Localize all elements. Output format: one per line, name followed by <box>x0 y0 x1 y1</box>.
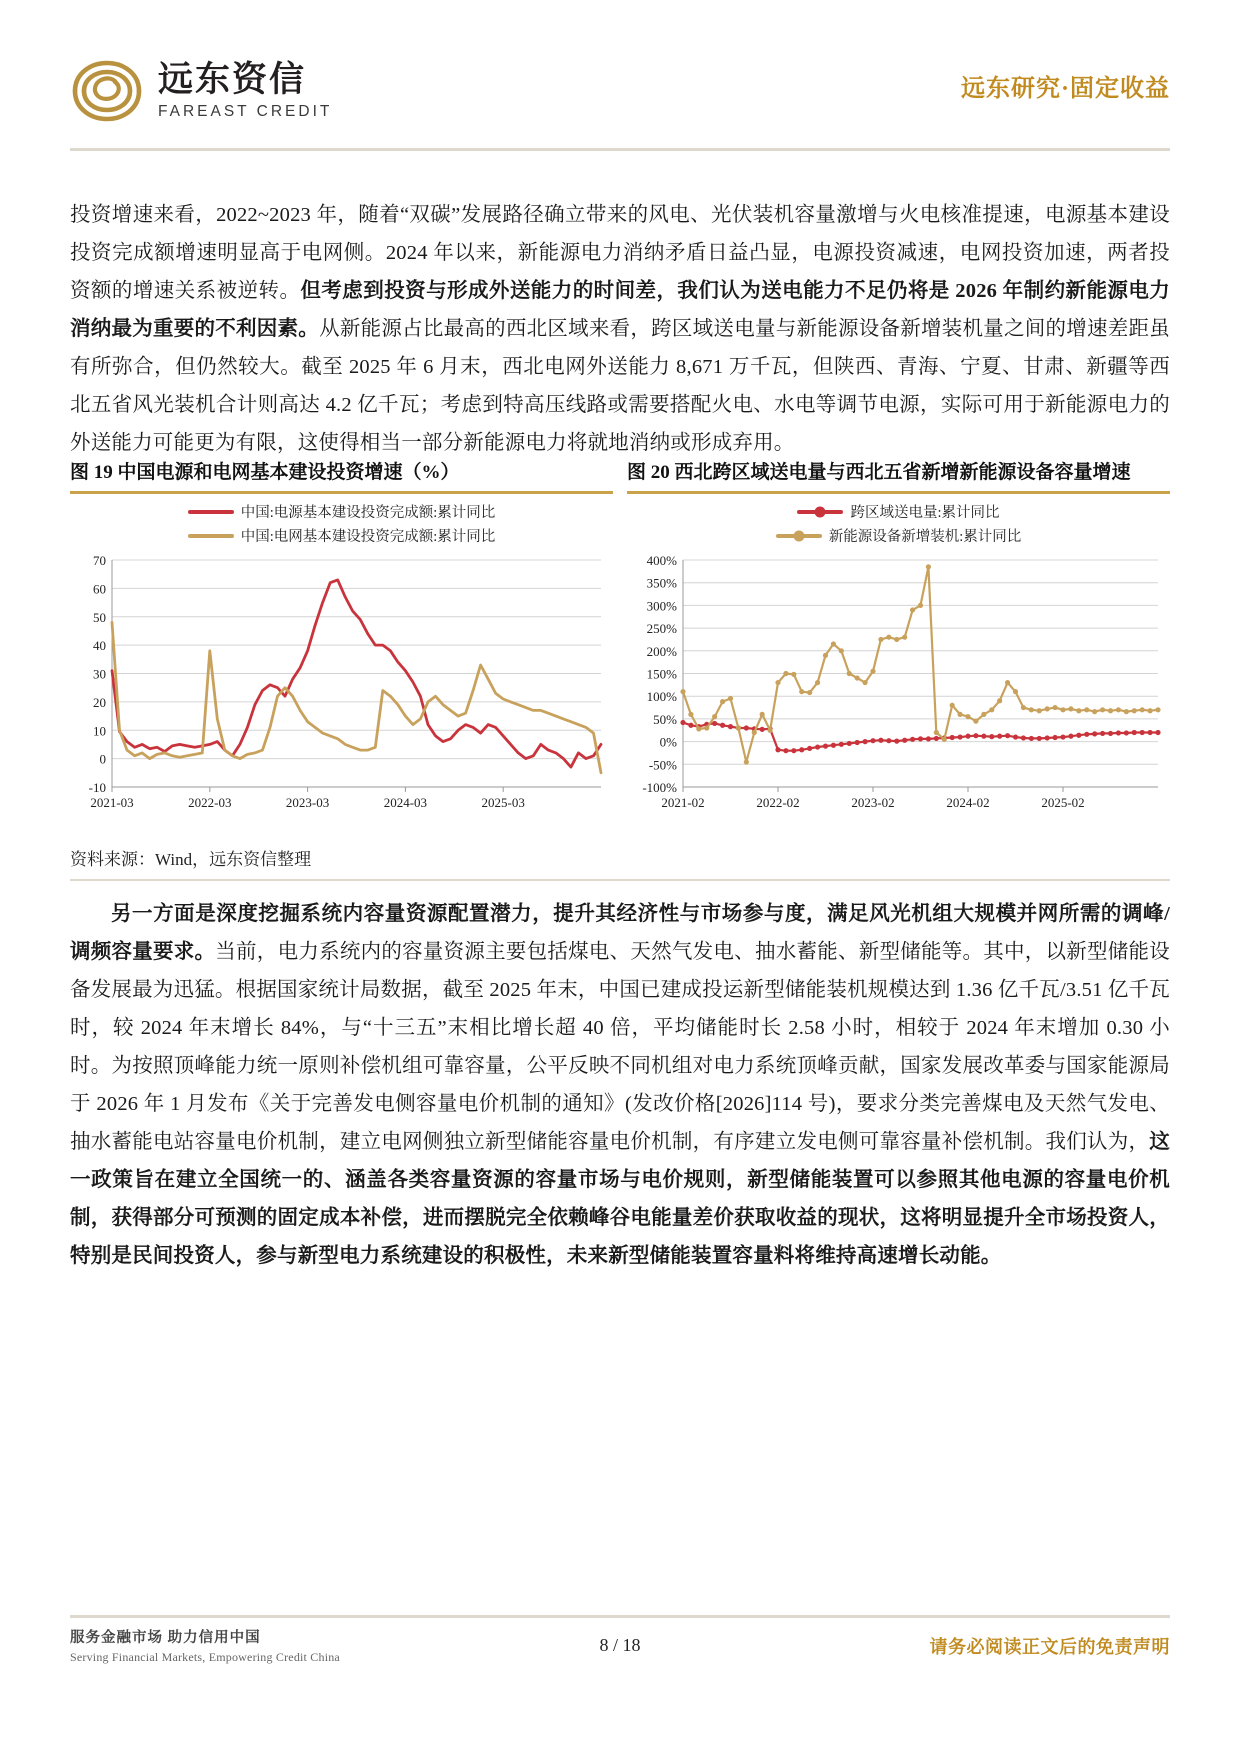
svg-text:200%: 200% <box>646 643 677 659</box>
legend-item-new-energy-capacity <box>776 525 1022 546</box>
svg-text:2022-03: 2022-03 <box>188 795 232 810</box>
para1-segment-a: 投资增速来看，2022~2023 年，随着“双碳”发展路径确立带来的风电、光伏装机容量激增与火电核准提速，电源基本建设投资完成额增速明显高于电网侧。2024 年以来，新能源电力消纳矛盾日益凸显，电源投资减速，电网投资加速，两者投资额的增速关系被逆转。 <box>70 204 1170 302</box>
svg-text:-10: -10 <box>88 780 106 795</box>
para2-segment-a-bold: 另一方面是深度挖掘系统内容量资源配置潜力，提升其经济性与市场参与度，满足风光机组大规模并网所需的调峰/调频容量要求。 <box>70 903 1170 963</box>
para2-segment-b: 当前，电力系统内的容量资源主要包括煤电、天然气发电、抽水蓄能、新型储能等。其中，以新型储能设备发展最为迅猛。根据国家统计局数据，截至 2025 年末，中国已建成投运新型储能装机规模达到 1.36 亿千瓦/3.51 亿千瓦时，较 2024 年末增长 84%，与“十三五”末相比增长超 40 倍，平均储能时长 2.58 小时，相较于 2024 年末增加 0.30 小时。为按照顶峰能力统一原则补偿机组可靠容量，公平反映不同机组对电力系统顶峰贡献，国家发展改革委与国家能源局于 2026 年 1 月发布《关于完善发电侧容量电价机制的通知》(发改价格[2026]114 号)，要求分类完善煤电及天然气发电、抽水蓄能电站容量电价机制，建立电网侧独立新型储能容量电价机制，有序建立发电侧可靠容量补偿机制。我们认为， <box>70 941 1170 1153</box>
legend-swatch-gold-dot <box>776 534 822 538</box>
legend-label-grid-investment: 中国:电网基本建设投资完成额:累计同比 <box>240 529 496 545</box>
footer-disclaimer: 请务必阅读正文后的免责声明 <box>929 1637 1170 1657</box>
svg-text:2024-02: 2024-02 <box>946 795 990 810</box>
svg-text:350%: 350% <box>646 575 677 591</box>
svg-text:100%: 100% <box>646 689 677 705</box>
legend-swatch-gold <box>188 534 234 538</box>
brand-logo-text <box>158 62 332 119</box>
svg-text:0%: 0% <box>659 734 677 750</box>
page-header <box>0 0 1240 150</box>
svg-text:150%: 150% <box>646 666 677 682</box>
figure-19-body <box>70 491 613 817</box>
svg-text:300%: 300% <box>646 598 677 614</box>
legend-label-new-energy-capacity: 新能源设备新增装机:累计同比 <box>828 529 1022 545</box>
main-paragraph-1-block <box>70 196 1170 462</box>
svg-text:250%: 250% <box>646 621 677 637</box>
figure-19-plot <box>70 552 613 817</box>
svg-text:30: 30 <box>93 666 106 682</box>
header-series-label: 远东研究·固定收益 <box>960 76 1170 102</box>
svg-text:2022-02: 2022-02 <box>756 795 800 810</box>
legend-label-power-investment: 中国:电源基本建设投资完成额:累计同比 <box>240 505 496 521</box>
legend-swatch-red-dot <box>797 510 843 514</box>
svg-text:2023-03: 2023-03 <box>285 795 330 810</box>
figure-19-legend <box>70 501 613 546</box>
svg-text:2025-02: 2025-02 <box>1041 795 1085 810</box>
svg-text:2021-02: 2021-02 <box>661 795 705 810</box>
svg-text:0: 0 <box>99 751 106 767</box>
figure-20-body <box>627 491 1170 817</box>
figure-20 <box>627 460 1170 817</box>
figure-20-plot <box>627 552 1170 817</box>
figure-source-note: 资料来源：Wind，远东资信整理 <box>70 845 1170 881</box>
brand-name-en: FAREAST CREDIT <box>158 103 333 121</box>
para1-segment-c: 从新能源占比最高的西北区域来看，跨区域送电量与新能源设备新增装机量之间的增速差距虽有所弥合，但仍然较大。截至 2025 年 6 月末，西北电网外送能力 8,671 万千瓦，但陕西、青海、宁夏、甘肃、新疆等西北五省风光装机合计则高达 4.2 亿千瓦；考虑到特高压线路或需要搭配火电、水电等调节电源，实际可用于新能源电力的外送能力可能更为有限，这使得相当一部分新能源电力将就地消纳或形成弃用。 <box>70 318 1170 454</box>
figure-19 <box>70 460 613 817</box>
svg-text:2024-03: 2024-03 <box>383 795 428 810</box>
svg-text:-50%: -50% <box>648 757 677 773</box>
svg-text:50%: 50% <box>653 711 677 727</box>
para1-segment-b-bold: 但考虑到投资与形成外送能力的时间差，我们认为送电能力不足仍将是 2026 年制约新能源电力消纳最为重要的不利因素。 <box>70 280 1170 340</box>
legend-label-cross-region-power: 跨区域送电量:累计同比 <box>850 505 1000 521</box>
legend-swatch-red <box>188 510 234 514</box>
svg-text:10: 10 <box>93 723 106 739</box>
paragraph-2 <box>70 895 1170 1275</box>
legend-item-power-investment <box>188 501 496 522</box>
svg-text:2025-03: 2025-03 <box>481 795 525 810</box>
figure-20-legend <box>627 501 1170 546</box>
footer-slogan <box>70 1629 340 1665</box>
svg-text:2021-03: 2021-03 <box>90 795 134 810</box>
main-paragraph-2-block <box>70 895 1170 1275</box>
footer-slogan-en: Serving Financial Markets, Empowering Credit China <box>70 1649 340 1664</box>
paragraph-1 <box>70 196 1170 462</box>
footer-slogan-cn: 服务金融市场 助力信用中国 <box>70 1630 261 1646</box>
legend-item-grid-investment <box>188 525 496 546</box>
page-footer <box>70 1615 1170 1675</box>
svg-text:60: 60 <box>93 581 106 597</box>
brand-logo <box>70 55 332 127</box>
svg-text:-100%: -100% <box>642 780 677 795</box>
fareast-eye-logo-icon <box>70 55 144 127</box>
svg-text:50: 50 <box>93 609 106 625</box>
figure-19-title: 图 19 中国电源和电网基本建设投资增速（%） <box>70 462 460 483</box>
figures-row <box>70 460 1170 817</box>
brand-name-cn: 远东资信 <box>158 60 307 100</box>
page-number: 8 / 18 <box>599 1635 641 1655</box>
svg-text:2023-02: 2023-02 <box>851 795 895 810</box>
header-divider <box>70 148 1170 151</box>
figure-20-title: 图 20 西北跨区域送电量与西北五省新增新能源设备容量增速 <box>627 462 1131 483</box>
svg-text:70: 70 <box>93 553 106 568</box>
svg-text:20: 20 <box>93 694 106 710</box>
legend-item-cross-region-power <box>797 501 999 522</box>
footer-divider <box>70 1615 1170 1618</box>
svg-text:40: 40 <box>93 638 106 654</box>
svg-text:400%: 400% <box>646 553 677 568</box>
para2-segment-c-bold: 这一政策旨在建立全国统一的、涵盖各类容量资源的容量市场与电价规则，新型储能装置可以参照其他电源的容量电价机制，获得部分可预测的固定成本补偿，进而摆脱完全依赖峰谷电能量差价获取收益的现状，这将明显提升全市场投资人，特别是民间投资人，参与新型电力系统建设的积极性，未来新型储能装置容量料将维持高速增长动能。 <box>70 1131 1170 1267</box>
